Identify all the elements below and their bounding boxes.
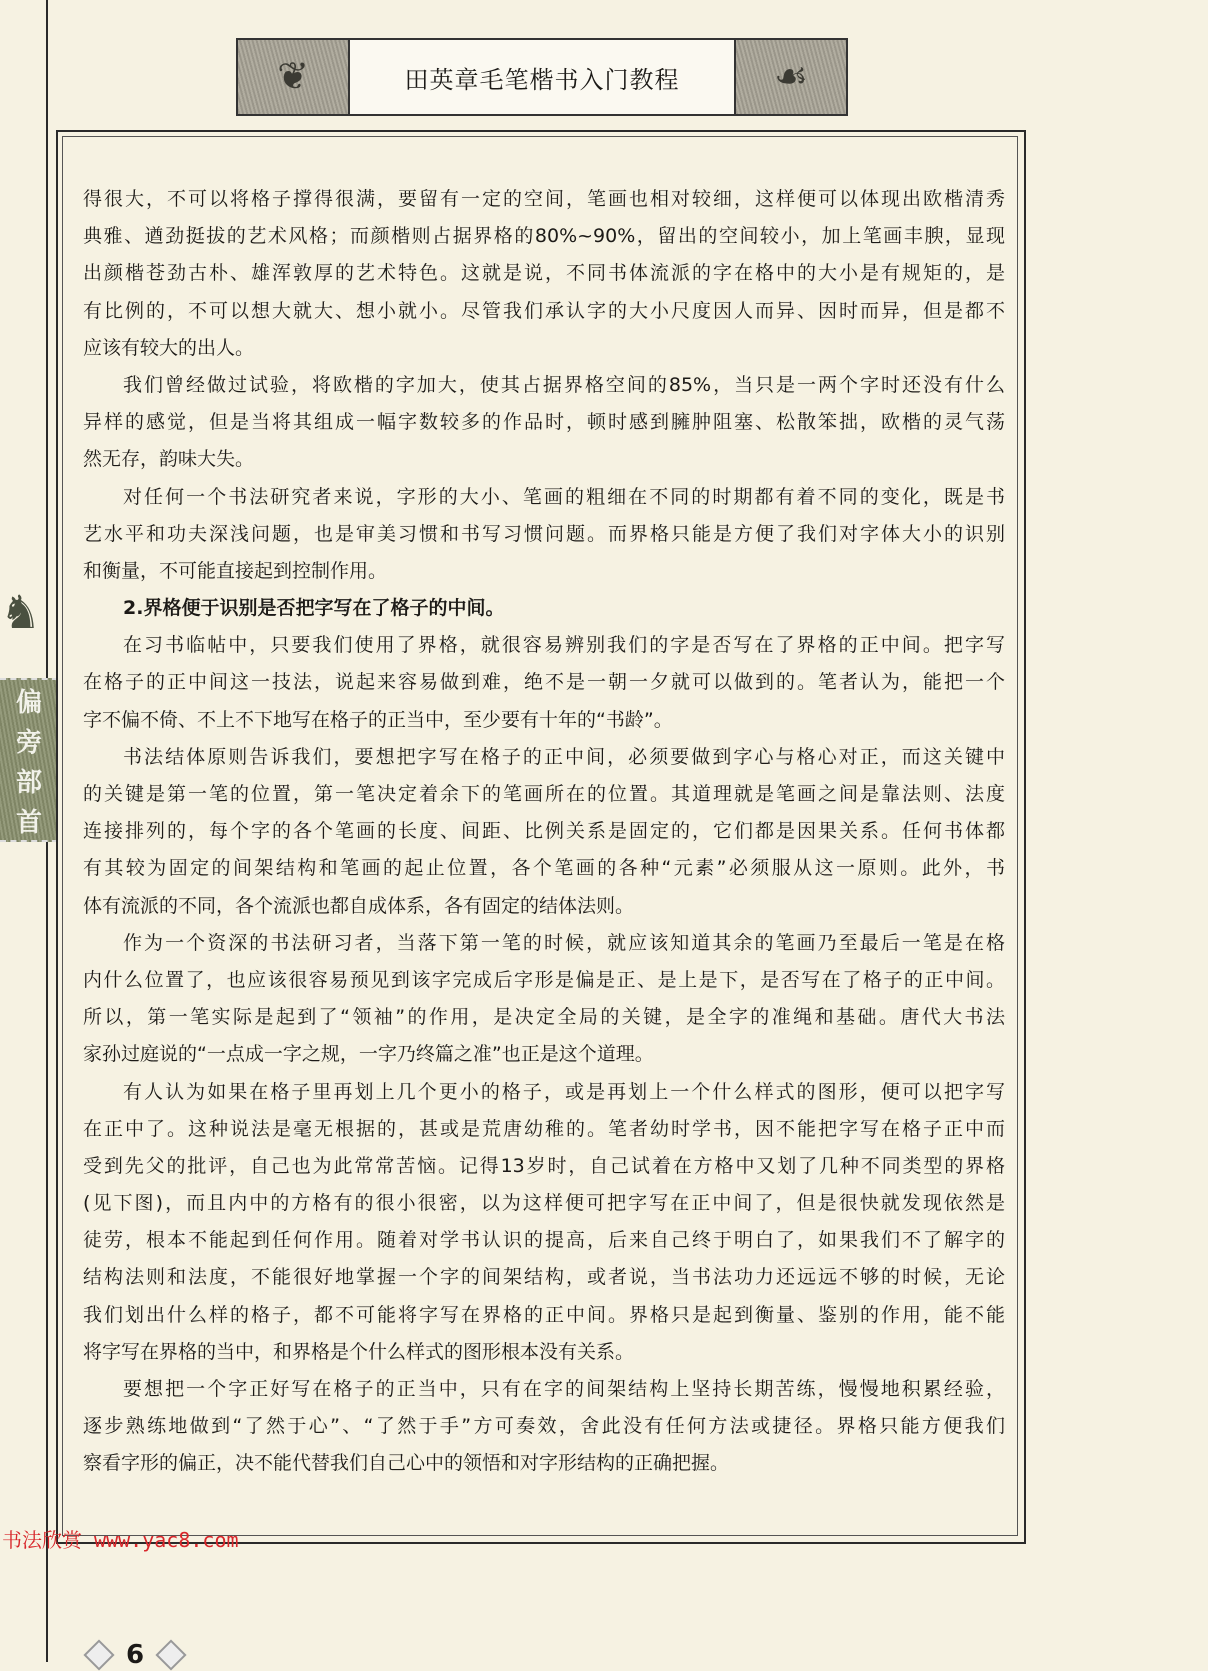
diamond-ornament-icon <box>156 1639 187 1670</box>
site-watermark: 书法欣赏 www.yac8.com <box>2 1528 239 1552</box>
text-line: 徒劳，根本不能起到任何作用。随着对学书认识的提高，后来自己终于明白了，如果我们不了解字的 <box>83 1229 1005 1252</box>
text-line: (见下图)，而且内中的方格有的很小很密，以为这样便可把字写在正中间了，但是很快就发现依然是 <box>83 1192 1005 1215</box>
text-line: 异样的感觉，但是当将其组成一幅字数较多的作品时，顿时感到臃肿阻塞、松散笨拙，欧楷的灵气荡 <box>83 411 1005 434</box>
text-line: 出颜楷苍劲古朴、雄浑敦厚的艺术特色。这就是说，不同书体流派的字在格中的大小是有规矩的，是 <box>83 262 1005 285</box>
text-line: 所以，第一笔实际是起到了“领袖”的作用，是决定全局的关键，是全字的准绳和基础。唐代大书法 <box>83 1006 1005 1029</box>
text-line: 内什么位置了，也应该很容易预见到该字完成后字形是偏是正、是上是下，是否写在了格子的正中间。 <box>83 968 1005 991</box>
text-line: 将字写在界格的当中，和界格是个什么样式的图形根本没有关系。 <box>83 1340 635 1363</box>
side-tab-char: 首 <box>15 807 42 838</box>
text-line: 作为一个资深的书法研习者，当落下第一笔的时候，就应该知道其余的笔画乃至最后一笔是在格 <box>123 931 1005 954</box>
text-line: 有比例的，不可以想大就大、想小就小。尽管我们承认字的大小尺度因人而异、因时而异，但是都不 <box>83 299 1005 322</box>
text-line: 有人认为如果在格子里再划上几个更小的格子，或是再划上一个什么样式的图形，便可以把字写 <box>123 1080 1005 1103</box>
book-title: 田英章毛笔楷书入门教程 <box>348 40 736 114</box>
text-line: 典雅、遒劲挺拔的艺术风格；而颜楷则占据界格的80%~90%，留出的空间较小，加上笔画丰腴，显现 <box>83 225 1005 248</box>
text-line: 在正中了。这种说法是毫无根据的，甚或是荒唐幼稚的。笔者幼时学书，因不能把字写在格子正中而 <box>83 1117 1005 1140</box>
text-line: 连接排列的，每个字的各个笔画的长度、间距、比例关系是固定的，它们都是因果关系。任何书体都 <box>83 820 1005 843</box>
text-line: 艺水平和功夫深浅问题，也是审美习惯和书写习惯问题。而界格只能是方便了我们对字体大小的识别 <box>83 522 1005 545</box>
text-line: 有其较为固定的间架结构和笔画的起止位置，各个笔画的各种“元素”必须服从这一原则。此外，书 <box>83 857 1005 880</box>
body-text <box>83 181 1005 1483</box>
text-line: 的关键是第一笔的位置，第一笔决定着余下的笔画所在的位置。其道理就是笔画之间是靠法则、法度 <box>83 783 1005 805</box>
section-tab-radicals <box>0 678 58 842</box>
text-line: 在格子的正中间这一技法，说起来容易做到难，绝不是一朝一夕就可以做到的。笔者认为，能把一个 <box>83 671 1005 694</box>
side-tab-char: 偏 <box>15 687 42 718</box>
text-line: 字不偏不倚、不上不下地写在格子的正当中，至少要有十年的“书龄”。 <box>83 708 673 731</box>
text-line: 和衡量，不可能直接起到控制作用。 <box>83 559 388 582</box>
text-line: 对任何一个书法研究者来说，字形的大小、笔画的粗细在不同的时期都有着不同的变化，既是书 <box>123 485 1005 508</box>
side-tab-char: 部 <box>15 767 42 798</box>
orchid-painting-icon: ❦ <box>238 40 348 114</box>
text-line: 然无存，韵味大失。 <box>83 448 255 471</box>
text-line: 结构法则和法度，不能很好地掌握一个字的间架结构，或者说，当书法功力还远远不够的时候，无论 <box>83 1266 1005 1289</box>
text-line: 我们划出什么样的格子，都不可能将字写在界格的正中间。界格只是起到衡量、鉴别的作用，能不能 <box>83 1303 1005 1326</box>
text-line: 应该有较大的出人。 <box>83 336 255 359</box>
text-line: 得很大，不可以将格子撑得很满，要留有一定的空间，笔画也相对较细，这样便可以体现出欧楷清秀 <box>83 188 1005 210</box>
text-line: 逐步熟练地做到“了然于心”、“了然于手”方可奏效，舍此没有任何方法或捷径。界格只能方便我们 <box>83 1415 1005 1438</box>
text-line: 体有流派的不同，各个流派也都自成体系，各有固定的结体法则。 <box>83 894 635 917</box>
side-tab-char: 旁 <box>15 727 42 758</box>
running-header <box>236 38 848 116</box>
diamond-ornament-icon <box>83 1639 114 1670</box>
text-line: 要想把一个字正好写在格子的正当中，只有在字的间架结构上坚持长期苦练，慢慢地积累经验， <box>123 1378 1005 1400</box>
text-line: 家孙过庭说的“一点成一字之规，一字乃终篇之准”也正是这个道理。 <box>83 1043 654 1066</box>
text-line: 书法结体原则告诉我们，要想把字写在格子的正中间，必须要做到字心与格心对正，而这关键中 <box>123 745 1005 768</box>
page-footer <box>88 1640 182 1670</box>
text-line: 在习书临帖中，只要我们使用了界格，就很容易辨别我们的字是否写在了界格的正中间。把字写 <box>123 634 1005 657</box>
text-line: 受到先父的批评，自己也为此常常苦恼。记得13岁时，自己试着在方格中又划了几种不同类型的界格 <box>83 1154 1005 1177</box>
section-heading: 2.界格便于识别是否把字写在了格子的中间。 <box>123 597 505 620</box>
page-number: 6 <box>126 1640 145 1670</box>
side-tab-figure-icon: ♞ <box>0 585 42 639</box>
text-line: 察看字形的偏正，决不能代替我们自己心中的领悟和对字形结构的正确把握。 <box>83 1452 730 1475</box>
rock-painting-icon: ☙ <box>736 40 846 114</box>
text-line: 我们曾经做过试验，将欧楷的字加大，使其占据界格空间的85%，当只是一两个字时还没有什么 <box>123 373 1005 396</box>
